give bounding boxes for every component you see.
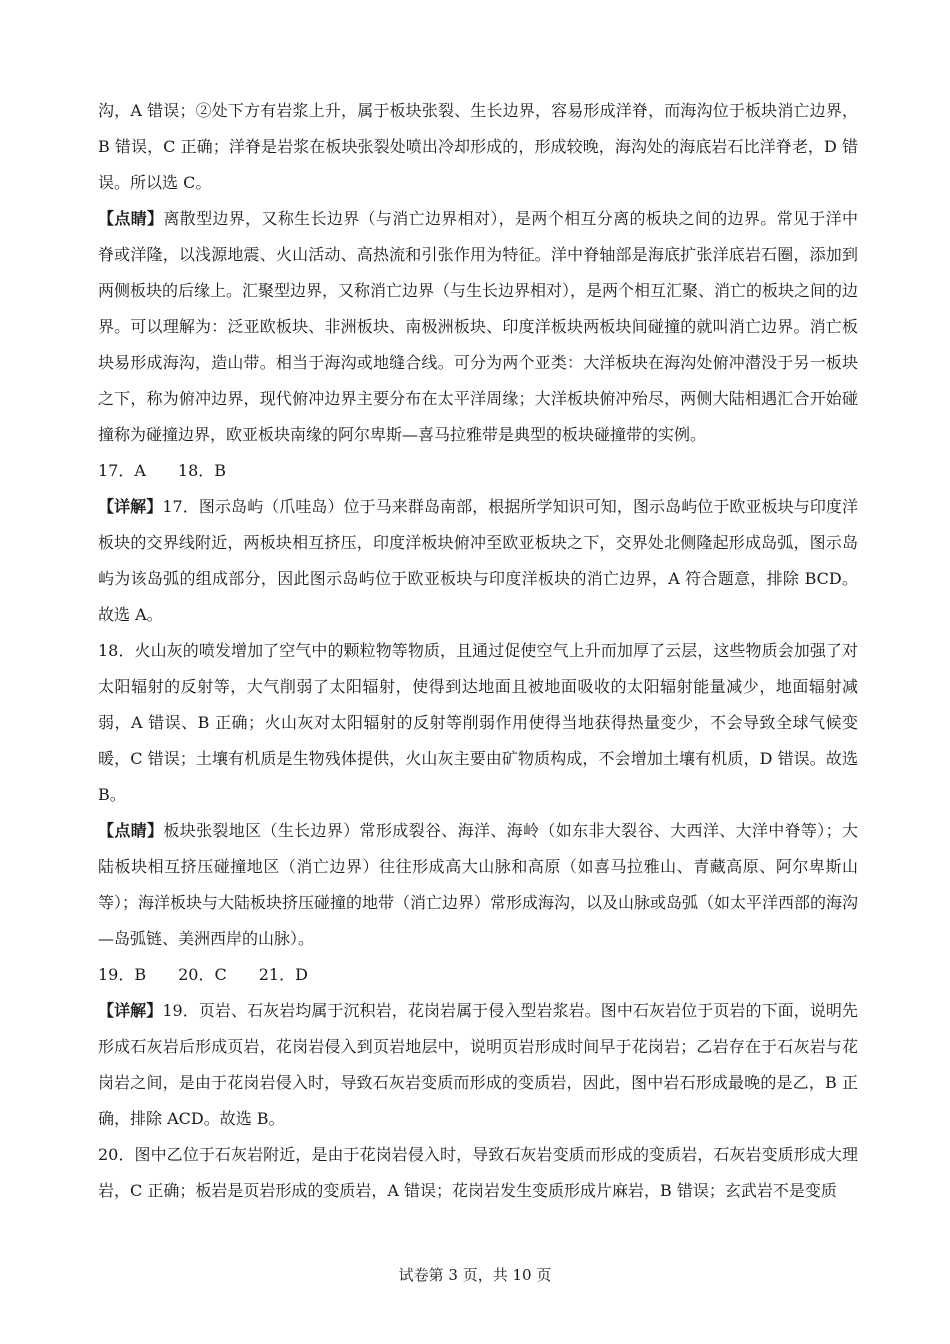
- paragraph-text: 19．页岩、石灰岩均属于沉积岩，花岗岩属于侵入型岩浆岩。图中石灰岩位于页岩的下面，说明先形成石灰岩后形成页岩，花岗岩侵入到页岩地层中，说明页岩形成时间早于花岗岩；乙岩存在于石灰岩与花岗岩之间，是由于花岗岩侵入时，导致石灰岩变质而形成的变质岩，因此，图中岩石形成最晚的是乙，B 正确，排除 ACD。故选 B。: [98, 1001, 858, 1128]
- answer-key-17-18: [98, 453, 858, 489]
- paragraph-text: 18．火山灰的喷发增加了空气中的颗粒物等物质，且通过促使空气上升而加厚了云层，这些物质会加强了对太阳辐射的反射等，大气削弱了太阳辐射，使得到达地面且被地面吸收的太阳辐射能量减少，地面辐射减弱，A 错误、B 正确；火山灰对太阳辐射的反射等削弱作用使得当地获得热量变少，不会导致全球气候变暖，C 错误；土壤有机质是生物残体提供，火山灰主要由矿物质构成，不会增加土壤有机质，D 错误。故选 B。: [98, 641, 858, 804]
- paragraph-tag: 【详解】: [98, 1001, 163, 1020]
- paragraph-tag: 【点睛】: [98, 209, 164, 228]
- paragraph-text: 板块张裂地区（生长边界）常形成裂谷、海洋、海岭（如东非大裂谷、大西洋、大洋中脊等）；大陆板块相互挤压碰撞地区（消亡边界）往往形成高大山脉和高原（如喜马拉雅山、青藏高原、阿尔卑斯山等）；海洋板块与大陆板块挤压碰撞的地带（消亡边界）常形成海沟，以及山脉或岛弧（如太平洋西部的海沟—岛弧链、美洲西岸的山脉）。: [98, 821, 859, 948]
- paragraph-text: 离散型边界，又称生长边界（与消亡边界相对），是两个相互分离的板块之间的边界。常见于洋中脊或洋隆，以浅源地震、火山活动、高热流和引张作用为特征。洋中脊轴部是海底扩张洋底岩石圈，添加到两侧板块的后缘上。汇聚型边界，又称消亡边界（与生长边界相对），是两个相互汇聚、消亡的板块之间的边界。可以理解为：泛亚欧板块、非洲板块、南极洲板块、印度洋板块两板块间碰撞的就叫消亡边界。消亡板块易形成海沟，造山带。相当于海沟或地缝合线。可分为两个亚类：大洋板块在海沟处俯冲潜没于另一板块之下，称为俯冲边界，现代俯冲边界主要分布在太平洋周缘；大洋板块俯冲殆尽，两侧大陆相遇汇合开始碰撞称为碰撞边界，欧亚板块南缘的阿尔卑斯—喜马拉雅带是典型的板块碰撞带的实例。: [98, 209, 859, 444]
- paragraph-tag: 【点睛】: [98, 821, 164, 840]
- paragraph-dianjing-landforms: [98, 813, 858, 957]
- paragraph-xiangjie-17: [98, 489, 858, 633]
- paragraph-answer-continuation: [98, 93, 858, 201]
- answer-key-19-21: [98, 957, 858, 993]
- paragraph-dianjing-boundaries: [98, 201, 858, 453]
- paragraph-text: 沟，A 错误；②处下方有岩浆上升，属于板块张裂、生长边界，容易形成洋脊，而海沟位于板块消亡边界，B 错误，C 正确；洋脊是岩浆在板块张裂处喷出冷却形成的，形成较晚，海沟处的海底岩石比洋脊老，D 错误。所以选 C。: [98, 101, 858, 192]
- page-content: [98, 93, 858, 1209]
- paragraph-explanation-20: [98, 1137, 858, 1209]
- paragraph-text: 20．图中乙位于石灰岩附近，是由于花岗岩侵入时，导致石灰岩变质而形成的变质岩，石灰岩变质形成大理岩，C 正确；板岩是页岩形成的变质岩，A 错误；花岗岩发生变质形成片麻岩，B 错误；玄武岩不是变质: [98, 1145, 858, 1200]
- paragraph-text: 17．A 18．B: [98, 461, 227, 480]
- paragraph-xiangjie-19: [98, 993, 858, 1137]
- paragraph-text: 19．B 20．C 21．D: [98, 965, 308, 984]
- paragraph-explanation-18: [98, 633, 858, 813]
- page-footer: 试卷第 3 页，共 10 页: [398, 1266, 552, 1284]
- paragraph-text: 17．图示岛屿（爪哇岛）位于马来群岛南部，根据所学知识可知，图示岛屿位于欧亚板块与印度洋板块的交界线附近，两板块相互挤压，印度洋板块俯冲至欧亚板块之下，交界处北侧隆起形成岛弧，图示岛屿为该岛弧的组成部分，因此图示岛屿位于欧亚板块与印度洋板块的消亡边界，A 符合题意，排除 BCD。故选 A。: [98, 497, 858, 624]
- paragraph-tag: 【详解】: [98, 497, 163, 516]
